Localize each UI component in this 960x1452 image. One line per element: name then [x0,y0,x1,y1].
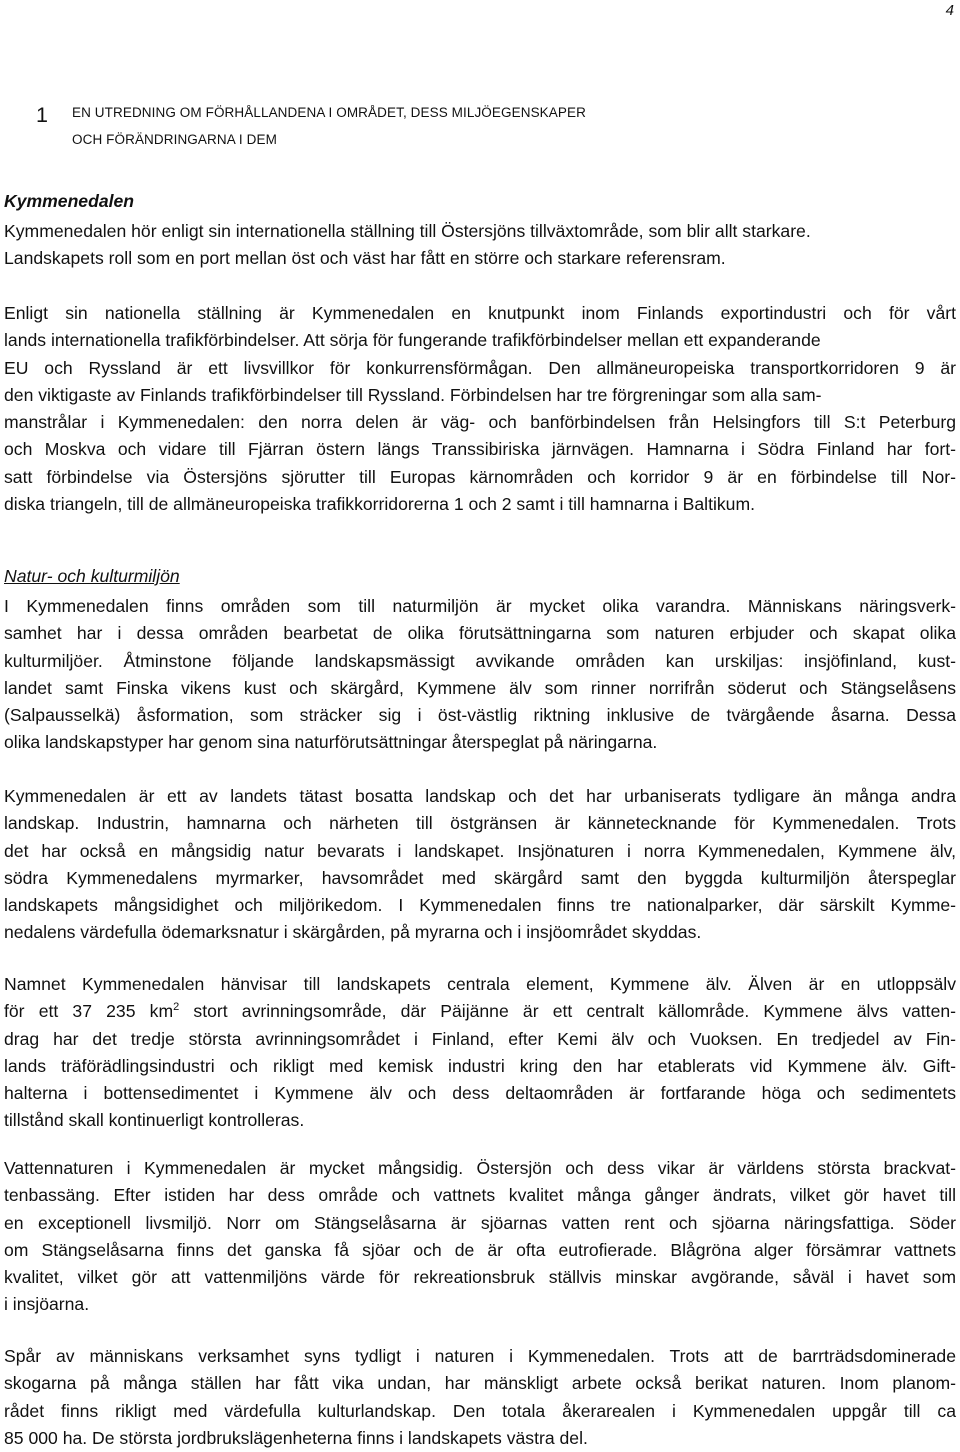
text-line: den viktigaste av Finlands trafikförbindelser till Ryssland. Förbindelsen har tre förgreningar som alla sam- [4,384,822,405]
text-line: det har också en mångsidig natur bevarats i landskapet. Insjönaturen i norra Kymmenedalen, Kymmene älv, [4,840,956,861]
text-segment: för ett 37 235 km [4,1001,174,1022]
superscript: 2 [173,1001,180,1014]
section-title: Kymmenedalen [4,191,135,211]
text-line: södra Kymmenedalens myrmarker, havsområdet med skärgård samt den byggda kulturmiljön återspeglar [4,867,956,888]
text-line: Namnet Kymmenedalen hänvisar till landskapets centrala element, Kymmene älv. Älven är en utloppsälv [4,974,956,994]
text-segment: stort avrinningsområde, där Päijänne är ett centralt källområde. Kymmene älvs vatten- [179,1001,956,1022]
text-line: manstrålar i Kymmenedalen: den norra delen är väg- och banförbindelsen från Helsingfors till S:t Peterburg [4,412,956,433]
text-line: i insjöarna. [4,1294,90,1315]
section-natur-och-kulturmiljon [4,563,956,590]
text-line: landet samt Finska vikens kust och skärgård, Kymmene älv som rinner norrifrån söderut och Stängselåsens [4,677,956,698]
text-line: skogarna på många ställen har fått vika undan, har mänskligt arbete också berikat naturen. Inom planom- [4,1373,956,1394]
text-line: nedalens värdefulla ödemarksnatur i skärgården, på myrarna och i insjöområdet skyddas. [4,922,702,943]
text-line: Vattennaturen i Kymmenedalen är mycket mångsidig. Östersjön och dess vikar är världens största brackvat- [4,1158,956,1178]
text-line: kulturmiljöer. Åtminstone följande landskapsmässigt avvikande områden kan urskiljas: insjöfinland, kust- [4,650,956,671]
section-kymmenedalen [4,188,956,215]
text-line: drag har det tredje största avrinningsområdet i Finland, efter Kemi älv och Vuoksen. En tredjedel av Fin- [4,1028,956,1049]
paragraph [4,300,956,518]
text-line: halterna i bottensedimentet i Kymmene älv och dess deltaområden är fortfarande höga och sedimentets [4,1083,956,1104]
text-line: rådet finns rikligt med värdefulla kulturlandskap. Den totala åkerarealen i Kymmenedalen uppgår till ca [4,1400,956,1421]
text-line: om Stängselåsarna finns det ganska få sjöar och de är ofta eutrofierade. Blågröna alger försämrar vattnets [4,1239,956,1260]
text-line [4,998,956,1025]
text-line: tenbassäng. Efter istiden har dess område och vattnets kvalitet många gånger ändrats, vilket gör havet till [4,1185,956,1206]
text-line: diska triangeln, till de allmäneuropeiska trafikkorridorerna 1 och 2 samt i till hamnarna i Baltikum. [4,494,756,515]
text-line: en exceptionell livsmiljö. Norr om Stängselåsarna är sjöarnas vatten rent och sjöarna näringsfattiga. Söder [4,1212,956,1233]
chapter-heading [0,99,960,154]
text-line: Spår av människans verksamhet syns tydligt i naturen i Kymmenedalen. Trots att de barrträdsdominerade [4,1346,956,1366]
text-line: I Kymmenedalen finns områden som till naturmiljön är mycket olika varandra. Människans näringsverk- [4,596,956,616]
text-line: landskapets mångsidighet och miljörikedom. I Kymmenedalen finns tre nationalparker, där särskilt Kymme- [4,895,956,916]
text-line: Kymmenedalen hör enligt sin internationella ställning till Östersjöns tillväxtområde, som blir allt starkare. [4,221,811,241]
paragraph [4,218,956,273]
text-line: lands internationella trafikförbindelser. Att sörja för fungerande trafikförbindelser mellan ett expanderande [4,330,821,351]
text-line: 85 000 ha. De största jordbrukslägenheterna finns i landskapets västra del. [4,1427,588,1448]
text-line: olika landskapstyper har genom sina naturförutsättningar återspeglat på näringarna. [4,732,658,753]
text-line: tillstånd skall kontinuerligt kontrolleras. [4,1110,305,1131]
text-line: lands träförädlingsindustri och rikligt med kemisk industri kring den har etablerats vid Kymmene älv. Gift- [4,1055,956,1076]
text-line: satt förbindelse via Östersjöns sjörutter till Europas kärnområden och korridor 9 är en förbindelse till Nor- [4,466,956,487]
text-line: och Moskva och vidare till Fjärran östern längs Transsibiriska järnvägen. Hamnarna i Södra Finland har fort- [4,439,956,460]
text-line: samhet har i dessa områden bearbetat de olika förutsättningarna som naturen erbjuder och skapat olika [4,623,956,644]
text-line: landskap. Industrin, hamnarna och närheten till östgränsen är kännetecknande för Kymmenedalen. Trots [4,813,956,834]
paragraph [4,1155,956,1319]
text-line: Enligt sin nationella ställning är Kymmenedalen en knutpunkt inom Finlands exportindustri och för vårt [4,303,956,323]
paragraph [4,971,956,1135]
chapter-title-line: EN UTREDNING OM FÖRHÅLLANDENA I OMRÅDET, DESS MILJÖEGENSKAPER [72,105,586,120]
chapter-title-line: OCH FÖRÄNDRINGARNA I DEM [72,132,277,148]
text-line: (Salpausselkä) åsformation, som sträcker sig i öst-västlig riktning inklusive de tvärgående åsarna. Dessa [4,705,956,726]
text-line: EU och Ryssland är ett livsvillkor för konkurrensförmågan. Den allmäneuropeiska transportkorridoren 9 är [4,357,956,378]
text-line: Landskapets roll som en port mellan öst och väst har fått en större och starkare referensram. [4,248,726,269]
text-line: Kymmenedalen är ett av landets tätast bosatta landskap och det har urbaniserats tydligare än många andra [4,786,956,806]
chapter-number: 1 [36,103,49,127]
text-line: kvalitet, vilket gör att vattenmiljöns värde för rekreationsbruk ställvis minskar avgörande, såväl i havet som [4,1267,956,1288]
paragraph [4,1343,956,1452]
paragraph [4,783,956,947]
paragraph [4,593,956,757]
page-number: 4 [945,2,954,19]
section-title: Natur- och kulturmiljön [4,566,180,586]
